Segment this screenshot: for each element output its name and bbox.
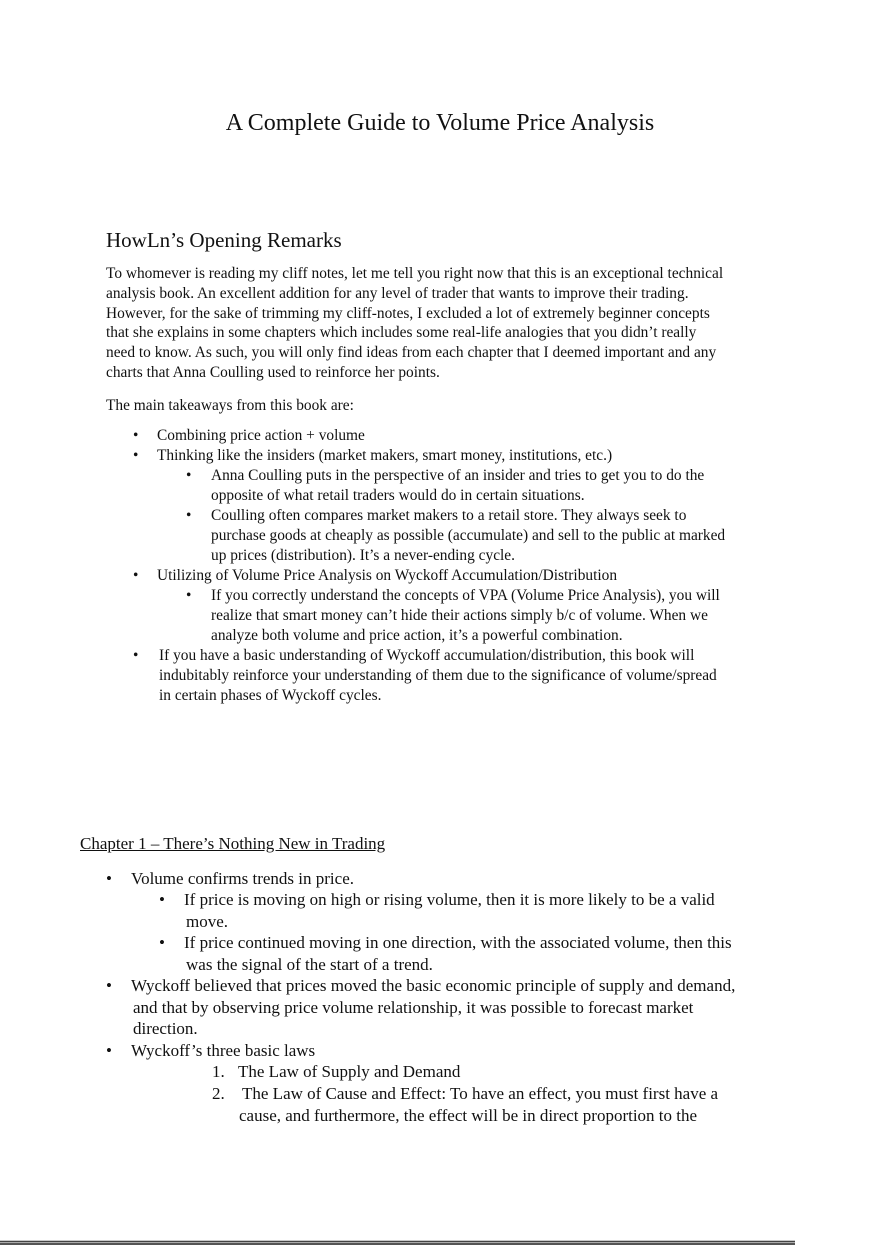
list-item-line: realize that smart money can’t hide their actions simply b/c of volume. When we — [211, 606, 708, 624]
bullet-icon: • — [133, 647, 139, 664]
list-item-line: and that by observing price volume relationship, it was possible to forecast market — [133, 997, 694, 1017]
list-item-line: Utilizing of Volume Price Analysis on Wyckoff Accumulation/Distribution — [157, 567, 618, 584]
paragraph-line: that she explains in some chapters which includes some real-life analogies that you didn’t really — [106, 324, 697, 342]
opening-remarks-heading: HowLn’s Opening Remarks — [106, 228, 342, 252]
list-item-line: If price is moving on high or rising volume, then it is more likely to be a valid — [184, 890, 715, 909]
list-item-line: Combining price action + volume — [157, 427, 365, 444]
bullet-icon: • — [106, 1041, 112, 1060]
bullet-icon: • — [186, 467, 192, 484]
list-item-line: cause, and furthermore, the effect will be in direct proportion to the — [239, 1105, 698, 1125]
paragraph-line: However, for the sake of trimming my cliff-notes, I excluded a lot of extremely beginner concepts — [106, 304, 710, 322]
list-item — [131, 1040, 315, 1062]
list-item — [159, 646, 717, 705]
list-item-line: opposite of what retail traders would do in certain situations. — [211, 486, 585, 504]
list-item-line: If price continued moving in one direction, with the associated volume, then this — [184, 933, 732, 952]
list-item — [184, 932, 732, 975]
list-number: 2. — [212, 1084, 225, 1103]
list-item-line: Coulling often compares market makers to a retail store. They always seek to — [211, 507, 687, 524]
list-item-line: If you correctly understand the concepts of VPA (Volume Price Analysis), you will — [211, 587, 720, 604]
list-item-line: Wyckoff believed that prices moved the basic economic principle of supply and demand, — [131, 976, 736, 995]
chapter-1-heading: Chapter 1 – There’s Nothing New in Trading — [80, 834, 386, 853]
list-item — [184, 889, 715, 932]
takeaways-intro: The main takeaways from this book are: — [106, 397, 354, 414]
list-item-line: If you have a basic understanding of Wyckoff accumulation/distribution, this book will — [159, 647, 695, 664]
list-item-line: Anna Coulling puts in the perspective of an insider and tries to get you to do the — [211, 467, 705, 484]
bullet-icon: • — [186, 507, 192, 524]
list-item-line: Thinking like the insiders (market makers, smart money, institutions, etc.) — [157, 447, 613, 464]
bullet-icon: • — [186, 587, 192, 604]
list-item-line: The Law of Cause and Effect: To have an effect, you must first have a — [242, 1084, 719, 1103]
list-item — [238, 1061, 460, 1083]
list-item — [157, 566, 617, 586]
list-item — [211, 586, 720, 645]
bullet-icon: • — [133, 567, 139, 584]
bullet-icon: • — [133, 427, 139, 444]
list-item-line: Volume confirms trends in price. — [131, 869, 355, 888]
list-item-line: direction. — [133, 1019, 198, 1038]
list-item-line: analyze both volume and price action, it’s a powerful combination. — [211, 626, 623, 644]
bullet-icon: • — [106, 976, 112, 995]
list-item-line: was the signal of the start of a trend. — [186, 954, 433, 974]
list-item-line: move. — [186, 911, 229, 931]
list-item-line: up prices (distribution). It’s a never-ending cycle. — [211, 546, 515, 564]
page-bottom-border — [0, 1240, 795, 1245]
paragraph-line: charts that Anna Coulling used to reinforce her points. — [106, 363, 440, 381]
list-item-line: Wyckoff’s three basic laws — [131, 1041, 316, 1060]
list-item — [211, 506, 725, 565]
list-item-line: The Law of Supply and Demand — [238, 1062, 461, 1081]
paragraph-line: analysis book. An excellent addition for any level of trader that wants to improve their trading. — [106, 284, 689, 302]
list-item — [211, 466, 704, 506]
bullet-icon: • — [159, 933, 165, 952]
list-item — [239, 1083, 719, 1126]
list-item — [157, 446, 612, 466]
list-number: 1. — [212, 1062, 225, 1081]
list-item-line: in certain phases of Wyckoff cycles. — [159, 686, 382, 704]
opening-paragraph — [106, 264, 766, 383]
bullet-icon: • — [133, 447, 139, 464]
list-item — [131, 868, 354, 890]
paragraph-line: To whomever is reading my cliff notes, let me tell you right now that this is an exceptional technical — [106, 265, 724, 282]
list-item-line: purchase goods at cheaply as possible (accumulate) and sell to the public at marked — [211, 526, 726, 544]
list-item — [157, 426, 365, 446]
paragraph-line: need to know. As such, you will only find ideas from each chapter that I deemed important and any — [106, 344, 717, 362]
list-item — [131, 975, 735, 1040]
bullet-icon: • — [106, 869, 112, 888]
document-title: A Complete Guide to Volume Price Analysis — [225, 110, 655, 136]
list-item-line: indubitably reinforce your understanding of them due to the significance of volume/spread — [159, 666, 717, 684]
bullet-icon: • — [159, 890, 165, 909]
